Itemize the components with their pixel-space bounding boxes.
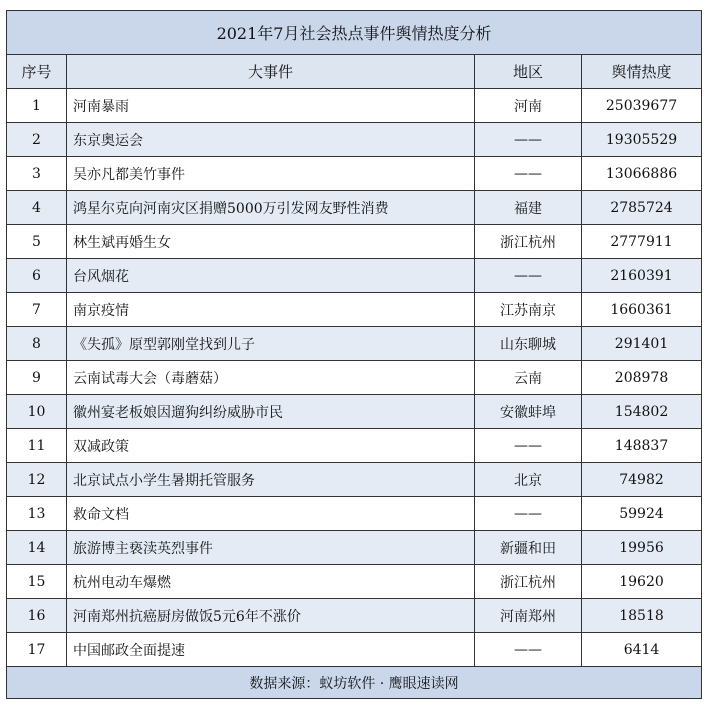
cell-region: 北京: [475, 463, 582, 497]
cell-region: 浙江杭州: [475, 225, 582, 259]
table-row: [7, 497, 702, 531]
cell-event: 河南郑州抗癌厨房做饭5元6年不涨价: [67, 599, 475, 633]
table-row: [7, 327, 702, 361]
cell-index: 16: [7, 599, 67, 633]
footer-row: [7, 667, 702, 699]
cell-event: 《失孤》原型郭刚堂找到儿子: [67, 327, 475, 361]
cell-region: 河南郑州: [475, 599, 582, 633]
cell-event: 双减政策: [67, 429, 475, 463]
table-row: [7, 123, 702, 157]
cell-index: 10: [7, 395, 67, 429]
cell-heat: 2785724: [582, 191, 702, 225]
cell-index: 14: [7, 531, 67, 565]
cell-event: 河南暴雨: [67, 89, 475, 123]
table-row: [7, 89, 702, 123]
cell-index: 12: [7, 463, 67, 497]
cell-region: 山东聊城: [475, 327, 582, 361]
cell-heat: 2160391: [582, 259, 702, 293]
cell-region: 河南: [475, 89, 582, 123]
cell-region: ——: [475, 429, 582, 463]
cell-region: ——: [475, 157, 582, 191]
cell-index: 17: [7, 633, 67, 667]
cell-event: 旅游博主亵渎英烈事件: [67, 531, 475, 565]
table-row: [7, 259, 702, 293]
col-header-region: 地区: [475, 55, 582, 89]
cell-event: 救命文档: [67, 497, 475, 531]
table-row: [7, 157, 702, 191]
cell-event: 云南试毒大会（毒蘑菇）: [67, 361, 475, 395]
cell-region: 新疆和田: [475, 531, 582, 565]
cell-event: 徽州宴老板娘因遛狗纠纷威胁市民: [67, 395, 475, 429]
table-row: [7, 463, 702, 497]
cell-event: 杭州电动车爆燃: [67, 565, 475, 599]
cell-index: 11: [7, 429, 67, 463]
cell-index: 9: [7, 361, 67, 395]
cell-region: 安徽蚌埠: [475, 395, 582, 429]
cell-heat: 19956: [582, 531, 702, 565]
cell-heat: 74982: [582, 463, 702, 497]
cell-region: ——: [475, 123, 582, 157]
cell-heat: 208978: [582, 361, 702, 395]
cell-heat: 148837: [582, 429, 702, 463]
cell-heat: 154802: [582, 395, 702, 429]
cell-heat: 6414: [582, 633, 702, 667]
col-header-event: 大事件: [67, 55, 475, 89]
cell-heat: 18518: [582, 599, 702, 633]
cell-index: 7: [7, 293, 67, 327]
table-row: [7, 429, 702, 463]
title-row: [7, 11, 702, 55]
cell-event: 北京试点小学生暑期托管服务: [67, 463, 475, 497]
cell-event: 林生斌再婚生女: [67, 225, 475, 259]
cell-region: 浙江杭州: [475, 565, 582, 599]
cell-region: ——: [475, 259, 582, 293]
cell-heat: 25039677: [582, 89, 702, 123]
table-row: [7, 225, 702, 259]
cell-index: 15: [7, 565, 67, 599]
cell-event: 吴亦凡都美竹事件: [67, 157, 475, 191]
cell-index: 1: [7, 89, 67, 123]
table-row: [7, 531, 702, 565]
table-row: [7, 633, 702, 667]
cell-heat: 19305529: [582, 123, 702, 157]
cell-heat: 19620: [582, 565, 702, 599]
cell-region: ——: [475, 497, 582, 531]
cell-index: 3: [7, 157, 67, 191]
cell-heat: 59924: [582, 497, 702, 531]
cell-index: 8: [7, 327, 67, 361]
cell-region: 云南: [475, 361, 582, 395]
cell-index: 5: [7, 225, 67, 259]
cell-index: 4: [7, 191, 67, 225]
cell-index: 2: [7, 123, 67, 157]
cell-event: 南京疫情: [67, 293, 475, 327]
cell-region: ——: [475, 633, 582, 667]
table-row: [7, 293, 702, 327]
header-row: [7, 55, 702, 89]
data-source-note: 数据来源：蚁坊软件 · 鹰眼速读网: [7, 667, 702, 699]
heat-table: [6, 10, 702, 699]
col-header-heat: 舆情热度: [582, 55, 702, 89]
table-row: [7, 191, 702, 225]
cell-region: 福建: [475, 191, 582, 225]
cell-region: 江苏南京: [475, 293, 582, 327]
cell-index: 6: [7, 259, 67, 293]
cell-event: 中国邮政全面提速: [67, 633, 475, 667]
cell-event: 台风烟花: [67, 259, 475, 293]
cell-event: 东京奥运会: [67, 123, 475, 157]
table-row: [7, 565, 702, 599]
cell-event: 鸿星尔克向河南灾区捐赠5000万引发网友野性消费: [67, 191, 475, 225]
cell-heat: 291401: [582, 327, 702, 361]
table-row: [7, 599, 702, 633]
col-header-index: 序号: [7, 55, 67, 89]
table-title: 2021年7月社会热点事件舆情热度分析: [7, 11, 702, 55]
cell-heat: 13066886: [582, 157, 702, 191]
cell-heat: 1660361: [582, 293, 702, 327]
table-row: [7, 361, 702, 395]
table-row: [7, 395, 702, 429]
cell-heat: 2777911: [582, 225, 702, 259]
cell-index: 13: [7, 497, 67, 531]
